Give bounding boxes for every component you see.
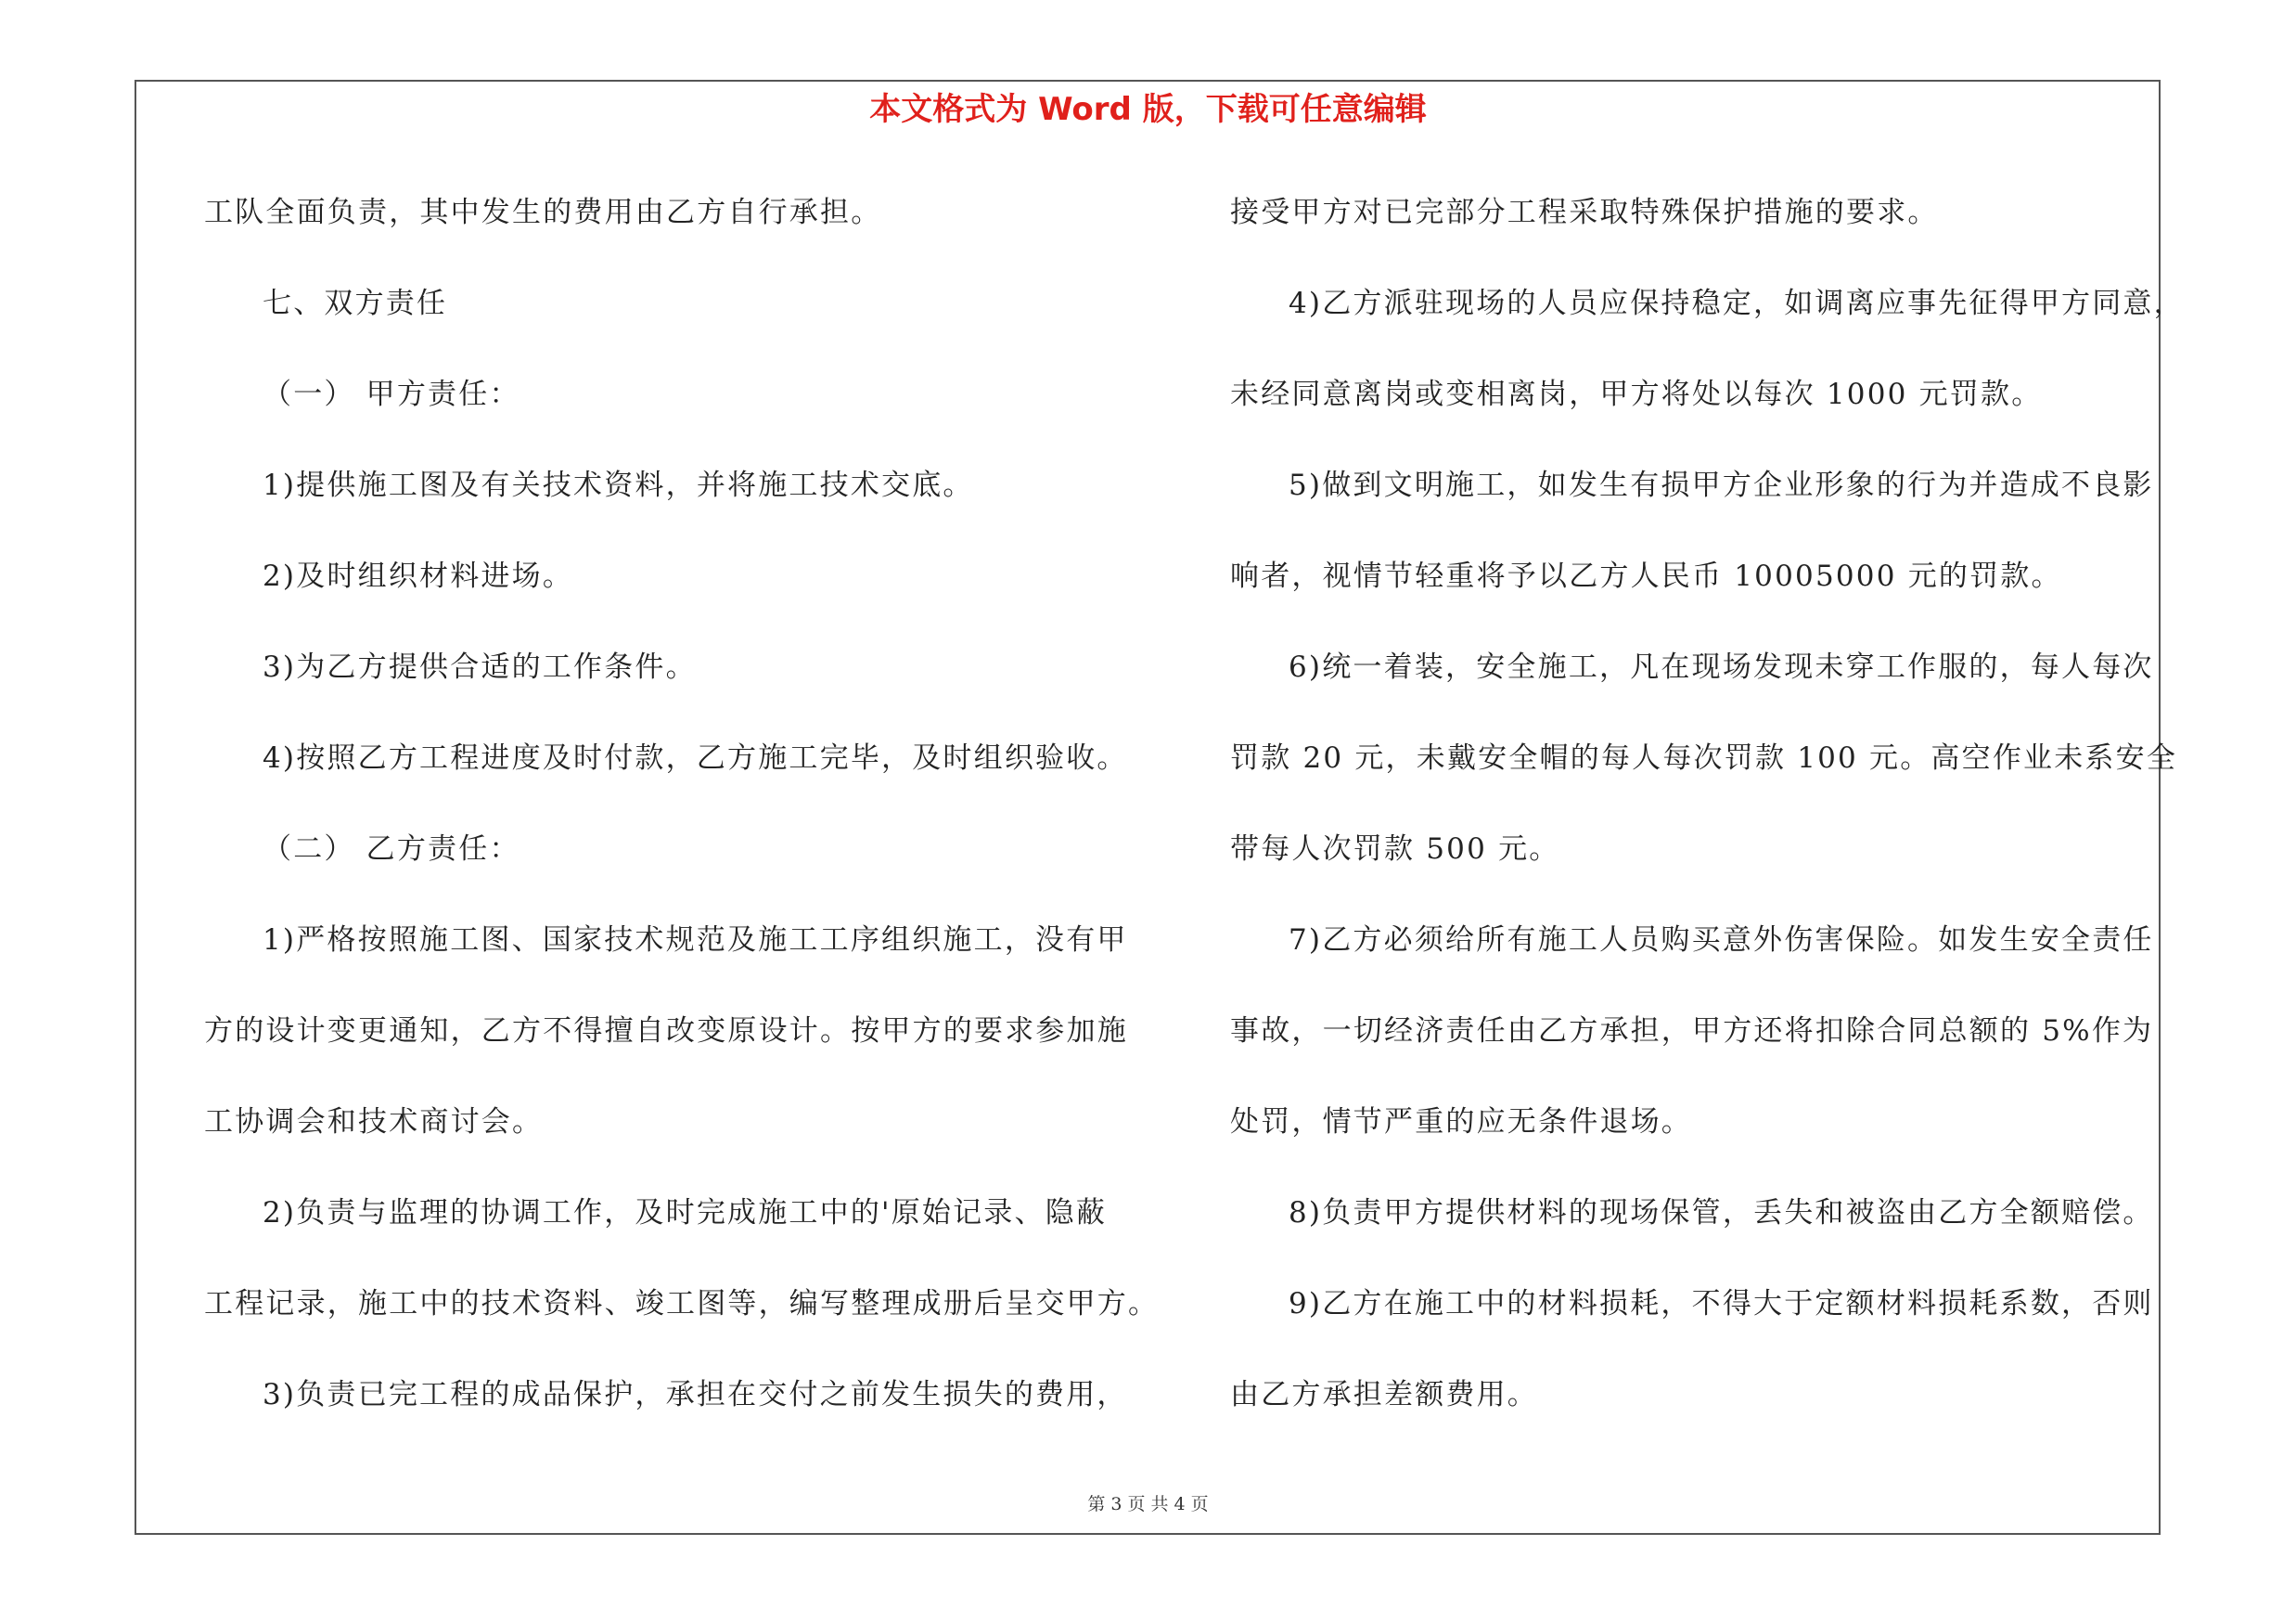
text-line: 3)为乙方提供合适的工作条件。: [263, 650, 697, 684]
text-line: 9)乙方在施工中的材料损耗，不得大于定额材料损耗系数，否则: [1289, 1287, 2154, 1320]
text-line: 未经同意离岗或变相离岗，甲方将处以每次 1000 元罚款。: [1230, 378, 2043, 411]
subsection-heading: （二） 乙方责任：: [263, 832, 520, 866]
text-line: 8)负责甲方提供材料的现场保管，丢失和被盗由乙方全额赔偿。: [1289, 1196, 2154, 1230]
text-line: 罚款 20 元，未戴安全帽的每人每次罚款 100 元。高空作业未系安全: [1230, 741, 2178, 775]
text-line: 工协调会和技术商讨会。: [204, 1105, 544, 1139]
text-line: 3)负责已完工程的成品保护，承担在交付之前发生损失的费用，: [263, 1378, 1128, 1411]
text-line: 处罚，情节严重的应无条件退场。: [1230, 1105, 1692, 1139]
text-line: 由乙方承担差额费用。: [1230, 1378, 1538, 1411]
text-line: 响者，视情节轻重将予以乙方人民币 10005000 元的罚款。: [1230, 560, 2062, 593]
text-line: 事故，一切经济责任由乙方承担，甲方还将扣除合同总额的 5%作为: [1230, 1014, 2154, 1048]
format-banner: 本文格式为 Word 版，下载可任意编辑: [869, 91, 1427, 128]
text-line: 1)严格按照施工图、国家技术规范及施工工序组织施工，没有甲: [263, 923, 1128, 957]
right-column: [1230, 0, 2195, 1623]
text-line: 带每人次罚款 500 元。: [1230, 832, 1560, 866]
text-line: 7)乙方必须给所有施工人员购买意外伤害保险。如发生安全责任: [1289, 923, 2154, 957]
text-line: 2)负责与监理的协调工作，及时完成施工中的'原始记录、隐蔽: [263, 1196, 1108, 1230]
page-number: 第 3 页 共 4 页: [1087, 1494, 1209, 1514]
left-column: [204, 0, 1160, 1623]
text-line: 1)提供施工图及有关技术资料，并将施工技术交底。: [263, 469, 974, 502]
text-line: 工队全面负责，其中发生的费用由乙方自行承担。: [204, 196, 882, 229]
text-line: 4)按照乙方工程进度及时付款，乙方施工完毕，及时组织验收。: [263, 741, 1128, 775]
text-line: 工程记录，施工中的技术资料、竣工图等，编写整理成册后呈交甲方。: [204, 1287, 1160, 1320]
text-line: 2)及时组织材料进场。: [263, 560, 574, 593]
subsection-heading: （一） 甲方责任：: [263, 378, 520, 411]
section-heading: 七、双方责任: [263, 287, 448, 320]
text-line: 接受甲方对已完部分工程采取特殊保护措施的要求。: [1230, 196, 1939, 229]
text-line: 方的设计变更通知，乙方不得擅自改变原设计。按甲方的要求参加施: [204, 1014, 1128, 1048]
text-line: 6)统一着装，安全施工，凡在现场发现未穿工作服的，每人每次: [1289, 650, 2154, 684]
text-line: 5)做到文明施工，如发生有损甲方企业形象的行为并造成不良影: [1289, 469, 2154, 502]
text-line: 4)乙方派驻现场的人员应保持稳定，如调离应事先征得甲方同意，: [1289, 287, 2185, 320]
